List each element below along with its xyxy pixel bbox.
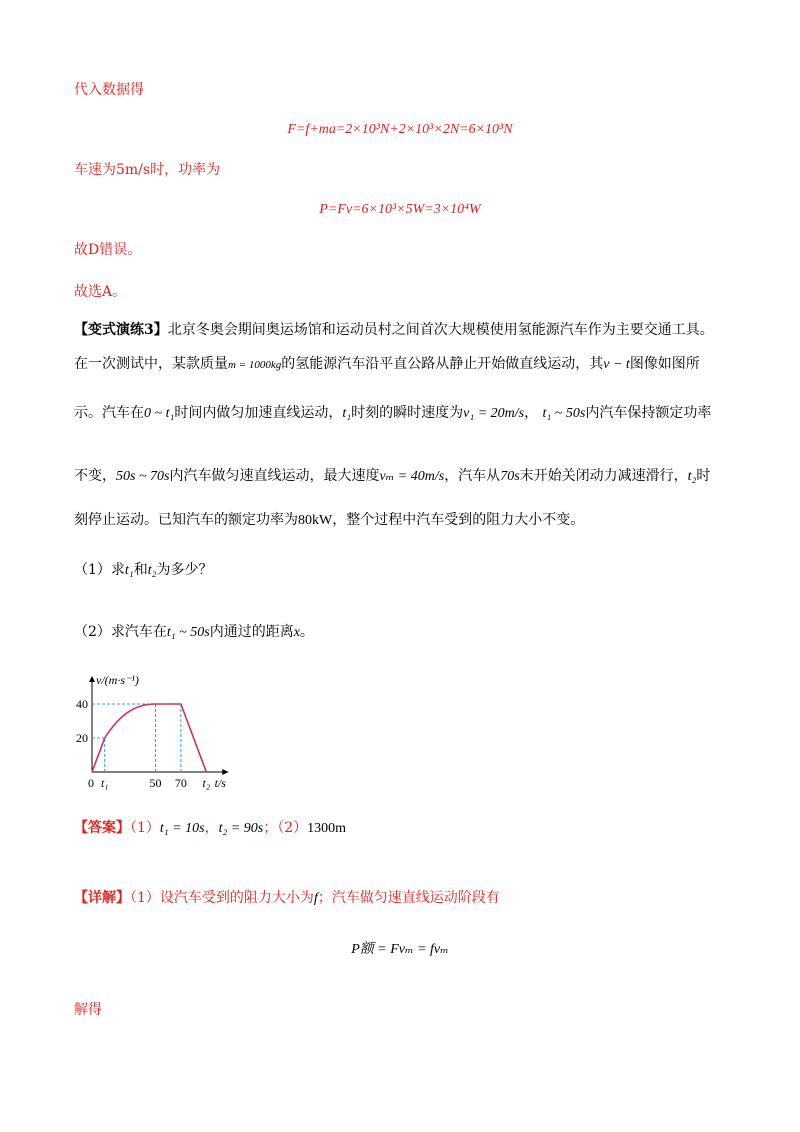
x-tick-label: t₂ xyxy=(202,776,211,790)
problem-line xyxy=(74,466,710,487)
math-mass: m = 1000kg xyxy=(228,359,282,371)
math-range: t₁ ~ 50s xyxy=(166,625,210,640)
math-t2: t₂ xyxy=(147,563,157,578)
text-line: 故选A。 xyxy=(74,284,127,300)
x-tick-label: 50 xyxy=(149,776,162,790)
equation-power: P=Fv=6×10³×5W=3×10⁴W xyxy=(319,202,481,217)
math-f: f xyxy=(313,891,318,906)
problem-text: 在一次测试中，某款质量 xyxy=(74,356,228,372)
problem-text: 时 xyxy=(696,468,711,484)
equation-rated-power: P额 = Fvₘ = fvₘ xyxy=(351,942,449,957)
math-x: x xyxy=(293,625,300,640)
answer-line: 【答案】（1）t₁ = 10s，t₂ = 90s；（2）1300m xyxy=(74,820,347,836)
problem-text: 刻停止运动。已知汽车的额定功率为 xyxy=(74,512,298,528)
problem-text: 内汽车做匀速直线运动，最大速度 xyxy=(169,468,380,484)
math-range: 50s ~ 70s xyxy=(116,469,170,484)
problem-text: 末开始关闭动力减速滑行， xyxy=(519,468,688,484)
problem-text: ，整个过程中汽车受到的阻力大小不变。 xyxy=(332,512,585,528)
vt-graph xyxy=(60,670,280,800)
question-2: （2）求汽车在t₁ ~ 50s内通过的距离x。 xyxy=(74,624,314,640)
answer-t1: t₁ = 10s xyxy=(159,821,205,836)
problem-text: ，汽车从 xyxy=(444,468,501,484)
detail-tag: 【详解】 xyxy=(74,890,130,906)
x-axis-arrow xyxy=(222,769,228,775)
equation-force: F=f+ma=2×10³N+2×10³×2N=6×10³N xyxy=(287,122,513,137)
problem-text: 示。汽车在 xyxy=(74,405,144,421)
velocity-curve xyxy=(92,704,206,772)
math-range: t₁ ~ 50s xyxy=(542,406,586,421)
x-tick-label: 70 xyxy=(174,776,187,790)
answer-tag: 【答案】 xyxy=(74,820,130,836)
answer-t2: t₂ = 90s xyxy=(218,821,264,836)
problem-text: 图像如图所 xyxy=(629,356,700,372)
math-t1: t₁ xyxy=(342,406,352,421)
problem-text: 不变， xyxy=(74,468,116,484)
answer-distance: 1300m xyxy=(307,821,347,836)
text-line: 代入数据得 xyxy=(74,82,144,98)
question-1: （1）求t₁和t₂为多少？ xyxy=(74,562,213,578)
text-line: 车速为5m/s时，功率为 xyxy=(74,162,221,178)
problem-tag: 【变式演练3】 xyxy=(74,322,168,338)
text-line: 解得 xyxy=(74,1002,102,1018)
math-70s: 70s xyxy=(500,469,520,484)
y-axis-arrow xyxy=(89,676,95,682)
problem-text: 时刻的瞬时速度为 xyxy=(351,405,464,421)
problem-text: 时间内做匀加速直线运动， xyxy=(174,405,343,421)
math-v1: v₁ = 20m/s xyxy=(463,406,525,421)
detail-line: 【详解】（1）设汽车受到的阻力大小为f；汽车做匀速直线运动阶段有 xyxy=(74,890,500,906)
problem-text: 的氢能源汽车沿平直公路从静止开始做直线运动，其 xyxy=(281,356,604,372)
problem-line: 示。汽车在0 ~ t₁时间内做匀加速直线运动，t₁时刻的瞬时速度为v₁ = 20m/s， t₁ ~ 50s内汽车保持额定功率 xyxy=(74,405,712,421)
math-t1: t₁ xyxy=(124,563,134,578)
y-tick-label: 20 xyxy=(76,731,88,745)
problem-text: 北京冬奥会期间奥运场馆和运动员村之间首次大规模使用氢能源汽车作为主要交通工具。 xyxy=(167,322,714,338)
problem-text: 内汽车保持额定功率 xyxy=(585,405,712,421)
text-line: 故D错误。 xyxy=(74,242,142,258)
math-t2: t₂ xyxy=(687,469,697,484)
problem-line xyxy=(74,354,700,375)
problem-line xyxy=(74,320,714,340)
y-tick-label: 40 xyxy=(76,697,88,711)
math-range: 0 ~ t₁ xyxy=(144,406,175,421)
math-vm: vₘ = 40m/s xyxy=(379,469,445,484)
math-power: 80kW xyxy=(298,513,333,528)
problem-line xyxy=(74,510,584,531)
x-tick-label: t₁ xyxy=(100,776,109,790)
y-axis-label: v/(m·s⁻¹) xyxy=(96,673,139,687)
x-tick-label: 0 xyxy=(88,776,94,790)
math-vt: v − t xyxy=(603,357,630,372)
x-axis-label: t/s xyxy=(214,776,226,790)
